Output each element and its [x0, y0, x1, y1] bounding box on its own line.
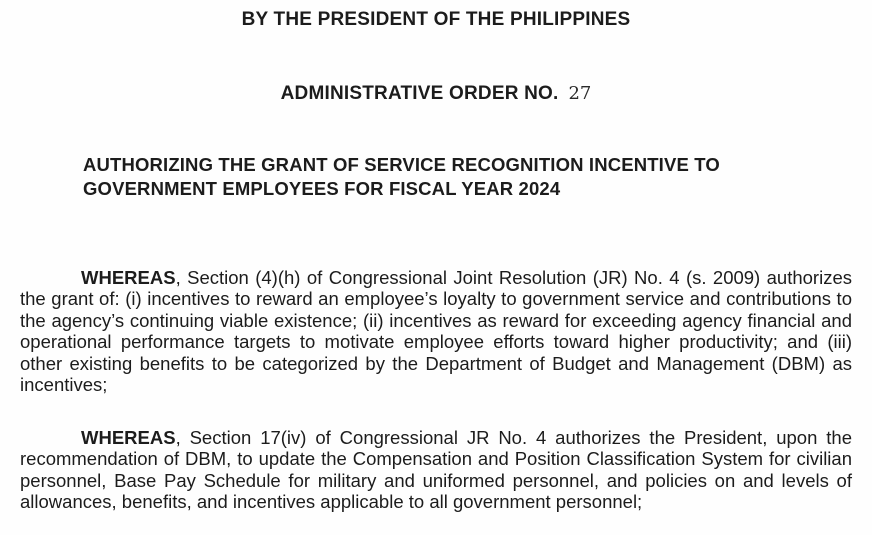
paragraph-body: , Section 17(iv) of Congressional JR No. 4 authorizes the President, upon the recommendation of DBM, to update the Compensation and Position Classification System for civilian personnel, Base Pay Schedule for military and uniformed personnel, and policies on and levels of allowances, benefits, and incentives applicable to all government personnel; — [20, 426, 852, 512]
order-title — [0, 83, 872, 105]
paragraph-lead: WHEREAS — [81, 266, 176, 288]
order-number: 27 — [568, 83, 592, 104]
paragraph-lead: WHEREAS — [81, 426, 176, 448]
order-label: ADMINISTRATIVE ORDER NO. — [280, 83, 559, 104]
paragraph-body: , Section (4)(h) of Congressional Joint Resolution (JR) No. 4 (s. 2009) authorizes the grant of: (i) incentives to reward an employee’s loyalty to government service and contributions to the agency’s continuing viable existence; (ii) incentives as reward for exceeding agency financial and operational performance targets to motivate employee efforts toward higher productivity; and (iii) other existing benefits to be categorized by the Department of Budget and Management (DBM) as incentives; — [20, 266, 852, 395]
document-header: BY THE PRESIDENT OF THE PHILIPPINES — [241, 9, 631, 30]
order-subject: AUTHORIZING THE GRANT OF SERVICE RECOGNITION INCENTIVE TO GOVERNMENT EMPLOYEES FOR FISCAL YEAR 2024 — [83, 154, 720, 199]
whereas-paragraph-1 — [20, 267, 852, 396]
whereas-paragraph-2 — [20, 427, 852, 513]
